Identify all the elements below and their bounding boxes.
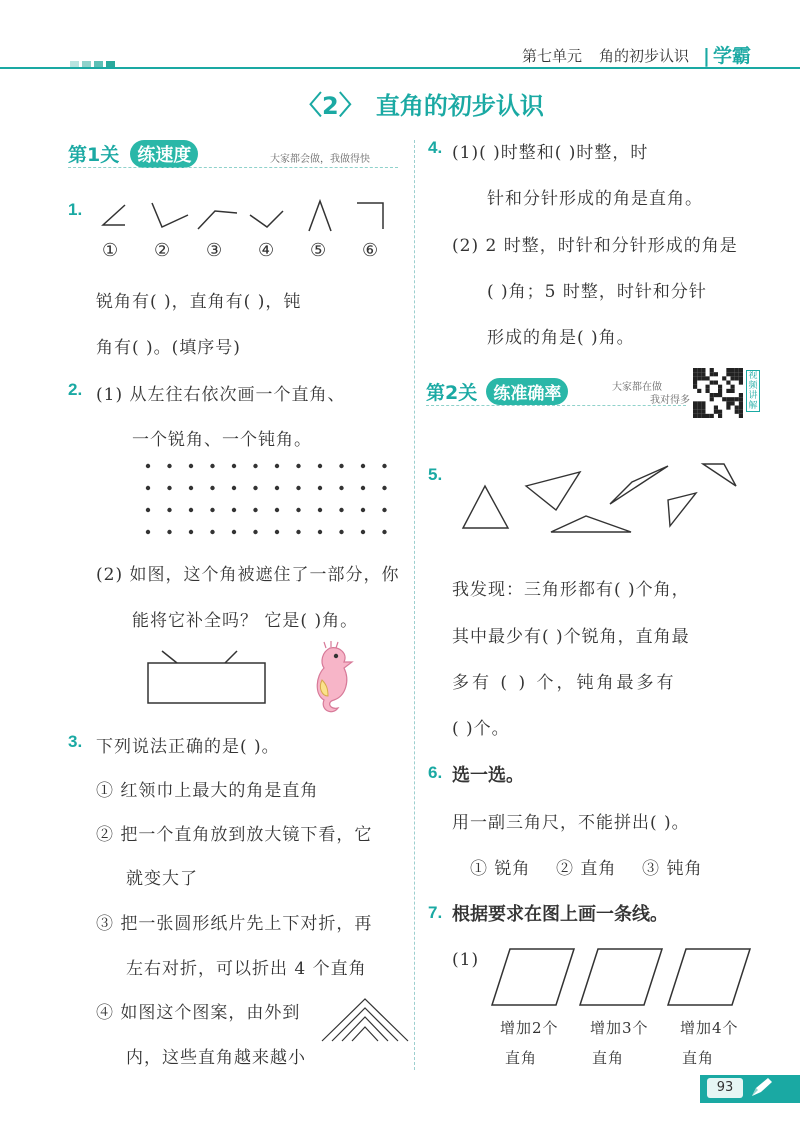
q1-text-2: 角有( )。(填序号) <box>96 338 241 358</box>
q3-option-2a: ② 把一个直角放到放大镜下看，它 <box>96 825 373 845</box>
stage1-header: 第1关 练速度 <box>68 140 198 168</box>
grid-dot <box>318 508 322 512</box>
angle-6 <box>357 203 383 229</box>
triangles-figure <box>460 460 750 545</box>
q5-text-2: 其中最少有( )个锐角，直角最 <box>452 627 690 647</box>
q4-part2-a: (2) 2 时整，时针和分针形成的角是 <box>452 236 738 256</box>
grid-dot <box>210 530 214 534</box>
grid-dot <box>361 486 365 490</box>
q7-caption-1a: 增加2个 <box>500 1019 559 1037</box>
q7-caption-1b: 直角 <box>505 1049 538 1067</box>
q2-part1-a: (1) 从左往右依次画一个直角、 <box>96 385 346 405</box>
q3-stem: 下列说法正确的是( )。 <box>96 737 280 757</box>
q2-part2-b: 能将它补全吗？ 它是( )角。 <box>132 611 359 631</box>
q5-text-1: 我发现：三角形都有( )个角， <box>452 580 690 600</box>
grid-dot <box>253 530 257 534</box>
q4-part2-c: 形成的角是( )角。 <box>487 328 635 348</box>
grid-dot <box>167 508 171 512</box>
seahorse-icon <box>300 640 360 715</box>
q1-number: 1. <box>68 200 83 219</box>
section-title: 〈2〉 直角的初步认识 <box>296 91 544 121</box>
header-brand: | 学霸 <box>703 45 751 67</box>
grid-dot <box>232 508 236 512</box>
grid-dot <box>339 508 343 512</box>
q4-part1-b: 针和分针形成的角是直角。 <box>487 189 703 209</box>
video-tag: 视频讲解 <box>746 370 760 412</box>
grid-dot <box>232 530 236 534</box>
grid-dot <box>275 486 279 490</box>
grid-dot <box>167 486 171 490</box>
header-unit: 第七单元 <box>522 47 583 65</box>
q5-number: 5. <box>428 465 443 484</box>
grid-dot <box>253 486 257 490</box>
grid-dot <box>146 486 150 490</box>
grid-dot <box>146 508 150 512</box>
q3-option-1: ① 红领巾上最大的角是直角 <box>96 781 319 801</box>
angle-1 <box>103 205 125 225</box>
q7-caption-3b: 直角 <box>682 1049 715 1067</box>
column-divider <box>414 140 415 1070</box>
stage2-header: 第2关 练准确率 <box>426 378 568 405</box>
hidden-angle-figure <box>145 645 275 710</box>
page-number-box: 93 <box>707 1078 743 1098</box>
grid-dot <box>382 486 386 490</box>
angle-2 <box>152 203 188 227</box>
grid-dot <box>318 464 322 468</box>
grid-dot <box>339 530 343 534</box>
grid-dot <box>189 486 193 490</box>
grid-dot <box>339 486 343 490</box>
q7-number: 7. <box>428 903 443 922</box>
q4-number: 4. <box>428 138 443 157</box>
q3-option-3a: ③ 把一张圆形纸片先上下对折，再 <box>96 914 373 934</box>
q4-part1-a: (1)( )时整和( )时整，时 <box>452 143 649 163</box>
grid-dot <box>167 464 171 468</box>
stage2-note-1: 大家都在做 <box>612 382 662 393</box>
q3-option-4a: ④ 如图这个图案，由外到 <box>96 1003 301 1023</box>
q3-option-4b: 内，这些直角越来越小 <box>126 1048 306 1068</box>
grid-dot <box>275 508 279 512</box>
grid-dot <box>210 508 214 512</box>
grid-dot <box>146 464 150 468</box>
header-rule <box>0 67 800 69</box>
grid-dot <box>189 464 193 468</box>
q3-number: 3. <box>68 732 83 751</box>
q7-caption-3a: 增加4个 <box>680 1019 739 1037</box>
stage2-note-2: 我对得多 <box>650 395 690 406</box>
stage2-underline <box>426 405 686 406</box>
q6-number: 6. <box>428 763 443 782</box>
q2-part2-a: (2) 如图，这个角被遮住了一部分，你 <box>96 565 400 585</box>
q7-caption-2a: 增加3个 <box>590 1019 649 1037</box>
nested-angles-figure <box>320 995 410 1045</box>
q3-option-3b: 左右对折，可以折出 4 个直角 <box>126 959 367 979</box>
q5-text-3: 多有 ( ) 个，钝角最多有 <box>452 673 677 693</box>
grid-dot <box>189 508 193 512</box>
grid-dot <box>232 486 236 490</box>
grid-dot <box>382 508 386 512</box>
grid-dot <box>167 530 171 534</box>
pencil-icon <box>748 1076 774 1100</box>
grid-dot <box>296 464 300 468</box>
stage1-note: 大家都会做，我做得快 <box>270 154 370 165</box>
q7-caption-2b: 直角 <box>592 1049 625 1067</box>
q7-sub: (1) <box>452 950 480 970</box>
grid-dot <box>339 464 343 468</box>
grid-dot <box>189 530 193 534</box>
q2-part1-b: 一个锐角、一个钝角。 <box>132 430 312 450</box>
grid-dot <box>275 464 279 468</box>
q6-stem: 用一副三角尺，不能拼出( )。 <box>452 813 690 833</box>
grid-dot <box>232 464 236 468</box>
q5-text-4: ( )个。 <box>452 719 510 739</box>
grid-dot <box>296 486 300 490</box>
grid-dot <box>253 464 257 468</box>
q1-text-1: 锐角有( )，直角有( )，钝 <box>96 292 302 312</box>
grid-dot <box>146 530 150 534</box>
grid-dot <box>253 508 257 512</box>
angle-4 <box>250 211 283 227</box>
q2-number: 2. <box>68 380 83 399</box>
grid-dot <box>318 530 322 534</box>
dot-grid <box>140 458 410 538</box>
header-decor <box>70 53 115 72</box>
q4-part2-b: ( )角；5 时整，时针和分针 <box>487 282 707 302</box>
q3-option-2b: 就变大了 <box>126 869 198 889</box>
angle-3 <box>198 211 237 229</box>
q1-angles-figure <box>95 195 395 240</box>
grid-dot <box>361 530 365 534</box>
stage1-underline <box>68 167 398 168</box>
grid-dot <box>318 486 322 490</box>
q7-title: 根据要求在图上画一条线。 <box>452 904 668 925</box>
grid-dot <box>296 508 300 512</box>
angle-5 <box>309 201 331 231</box>
grid-dot <box>361 464 365 468</box>
q6-title: 选一选。 <box>452 765 524 786</box>
grid-dot <box>275 530 279 534</box>
grid-dot <box>382 464 386 468</box>
grid-dot <box>361 508 365 512</box>
grid-dot <box>210 464 214 468</box>
grid-dot <box>296 530 300 534</box>
grid-dot <box>210 486 214 490</box>
qr-code-icon <box>693 368 743 418</box>
grid-dot <box>382 530 386 534</box>
parallelograms-figure <box>490 945 765 1010</box>
header-topic: 角的初步认识 <box>599 47 690 65</box>
q6-options: ① 锐角 ② 直角 ③ 钝角 <box>470 859 703 879</box>
